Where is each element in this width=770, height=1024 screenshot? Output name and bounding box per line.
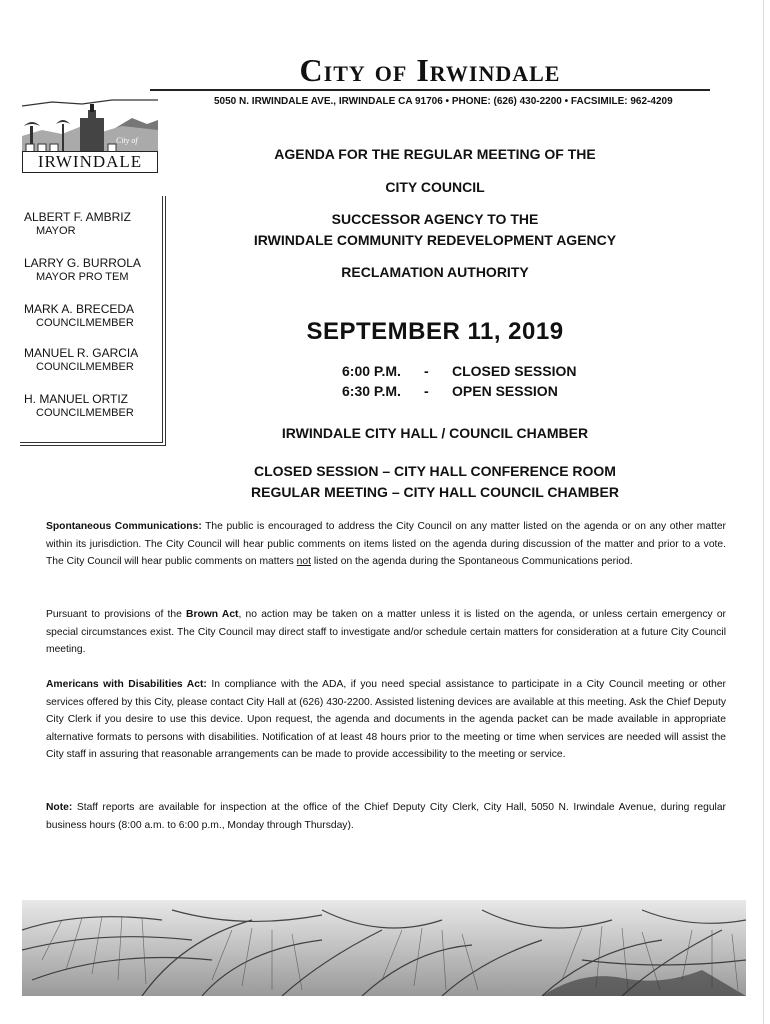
meeting-date: SEPTEMBER 11, 2019 [306, 318, 564, 345]
council-member-list [20, 196, 166, 446]
ada-paragraph: Americans with Disabilities Act: In compliance with the ADA, if you need special assistance to participate in a City Council meeting or other services offered by this City, please contact City Hall at (626) 430-2200. Assisted listening devices are available at this meeting. Ask the Chief Deputy City Clerk if you desire to use this device. Upon request, the agenda and documents in the agenda packet can be made available in appropriate alternative formats to persons with disabilities. Notification of at least 48 hours prior to the meeting or time when services are needed will assist the City staff in assuring that reasonable arrangements can be made to provide accessibility to the meeting or service. [46, 679, 726, 760]
logo-wordmark: IRWINDALE [22, 152, 158, 173]
dash: - [424, 363, 429, 379]
agenda-body-redevelopment: IRWINDALE COMMUNITY REDEVELOPMENT AGENCY [253, 232, 617, 248]
council-member: ALBERT F. AMBRIZ MAYOR [24, 210, 131, 237]
closed-session-label: CLOSED SESSION [452, 363, 577, 379]
open-session-time: 6:30 P.M. [342, 383, 401, 399]
open-session-label: OPEN SESSION [452, 383, 558, 399]
agenda-body-reclamation: RECLAMATION AUTHORITY [341, 264, 529, 280]
council-member: H. MANUEL ORTIZ COUNCILMEMBER [24, 392, 134, 419]
brown-act-paragraph: Pursuant to provisions of the Brown Act, no action may be taken on a matter unless it is listed on the agenda, or unless certain emergency or special circumstances exist. The City Council may direct staff to investigate and/or schedule certain matters for consideration at a future City Council meeting. [46, 609, 726, 655]
address-line: 5050 N. IRWINDALE AVE., IRWINDALE CA 91706 • PHONE: (626) 430-2200 • FACSIMILE: 962-4209 [214, 96, 673, 107]
meeting-location: IRWINDALE CITY HALL / COUNCIL CHAMBER [281, 425, 589, 441]
council-member: MARK A. BRECEDA COUNCILMEMBER [24, 302, 135, 329]
palm-tree-photo [22, 900, 746, 996]
palm-fronds-image-icon [22, 900, 746, 996]
closed-session-room: CLOSED SESSION – CITY HALL CONFERENCE ROOM [254, 463, 616, 479]
closed-session-time: 6:00 P.M. [342, 363, 401, 379]
council-member: MANUEL R. GARCIA COUNCILMEMBER [24, 346, 139, 373]
note-paragraph: Note: Staff reports are available for inspection at the office of the Chief Deputy City Clerk, City Hall, 5050 N. Irwindale Avenue, during regular business hours (8:00 a.m. to 6:00 p.m., Monday through Thursday). [46, 802, 726, 831]
header-rule [150, 89, 710, 91]
agenda-body-successor: SUCCESSOR AGENCY TO THE [331, 211, 539, 227]
dash: - [424, 383, 429, 399]
city-title: City of Irwindale [299, 52, 561, 88]
council-member: LARRY G. BURROLA MAYOR PRO TEM [24, 256, 141, 283]
regular-meeting-room: REGULAR MEETING – CITY HALL COUNCIL CHAMBER [251, 484, 619, 500]
spontaneous-communications-paragraph: Spontaneous Communications: The public is encouraged to address the City Council on any matter listed on the agenda or on any other matter within its jurisdiction. The City Council will hear public comments on items listed on the agenda during discussion of the matter and prior to a vote. The City Council will hear public comments on matters not listed on the agenda during the Spontaneous Communications period. [46, 521, 726, 567]
agenda-body-city-council: CITY COUNCIL [385, 179, 485, 195]
agenda-heading: AGENDA FOR THE REGULAR MEETING OF THE [274, 146, 596, 162]
logo-script: City of [116, 136, 138, 145]
scan-edge [763, 0, 764, 1024]
